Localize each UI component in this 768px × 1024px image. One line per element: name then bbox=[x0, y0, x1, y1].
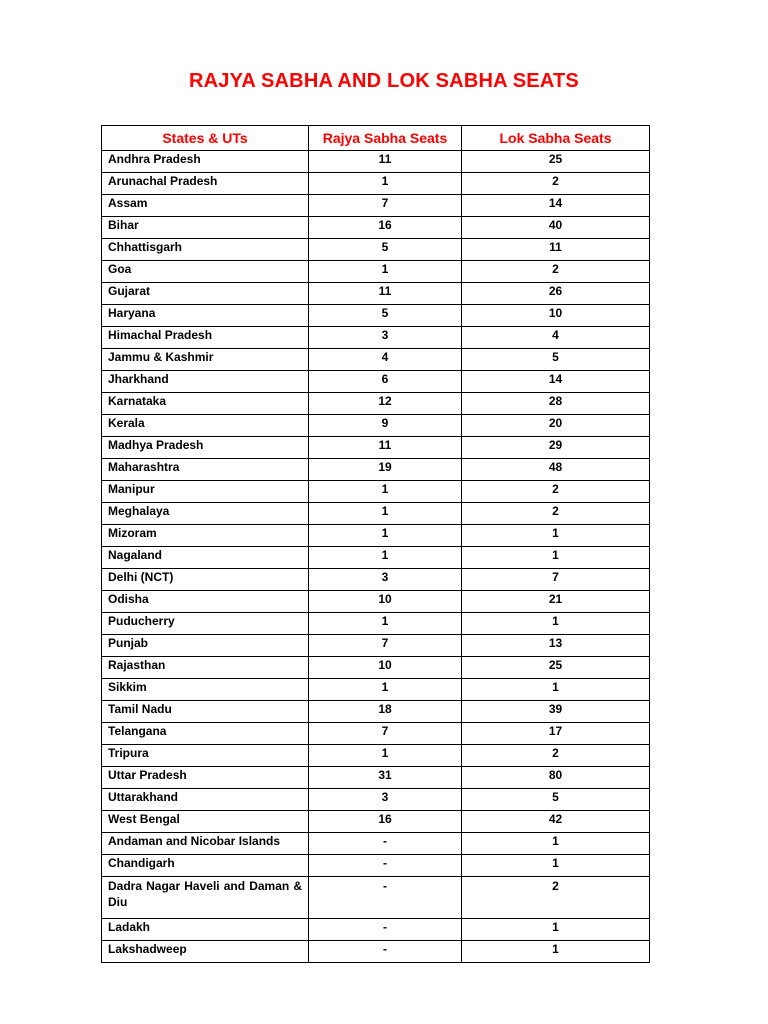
table-row bbox=[102, 371, 650, 393]
rajya-sabha-seats-cell: 31 bbox=[309, 767, 462, 789]
rajya-sabha-seats-cell: - bbox=[309, 919, 462, 941]
state-name-cell: Jharkhand bbox=[102, 371, 309, 393]
state-name-cell: Gujarat bbox=[102, 283, 309, 305]
rajya-sabha-seats-cell: - bbox=[309, 941, 462, 963]
state-name-cell: Bihar bbox=[102, 217, 309, 239]
table-row bbox=[102, 591, 650, 613]
header-states: States & UTs bbox=[102, 126, 309, 151]
table-row bbox=[102, 393, 650, 415]
state-name-cell: Tamil Nadu bbox=[102, 701, 309, 723]
lok-sabha-seats-cell: 1 bbox=[462, 855, 650, 877]
table-row bbox=[102, 349, 650, 371]
table-row bbox=[102, 173, 650, 195]
state-name-cell: Manipur bbox=[102, 481, 309, 503]
rajya-sabha-seats-cell: 7 bbox=[309, 635, 462, 657]
lok-sabha-seats-cell: 4 bbox=[462, 327, 650, 349]
table-row bbox=[102, 261, 650, 283]
state-name-cell: Odisha bbox=[102, 591, 309, 613]
lok-sabha-seats-cell: 14 bbox=[462, 371, 650, 393]
state-name-cell: Nagaland bbox=[102, 547, 309, 569]
lok-sabha-seats-cell: 26 bbox=[462, 283, 650, 305]
lok-sabha-seats-cell: 28 bbox=[462, 393, 650, 415]
lok-sabha-seats-cell: 48 bbox=[462, 459, 650, 481]
header-rajya-sabha-seats: Rajya Sabha Seats bbox=[309, 126, 462, 151]
rajya-sabha-seats-cell: 1 bbox=[309, 173, 462, 195]
table-row bbox=[102, 767, 650, 789]
table-row bbox=[102, 283, 650, 305]
table-row bbox=[102, 195, 650, 217]
rajya-sabha-seats-cell: 3 bbox=[309, 569, 462, 591]
table-row bbox=[102, 239, 650, 261]
rajya-sabha-seats-cell: 7 bbox=[309, 195, 462, 217]
lok-sabha-seats-cell: 2 bbox=[462, 503, 650, 525]
lok-sabha-seats-cell: 5 bbox=[462, 349, 650, 371]
table-row bbox=[102, 151, 650, 173]
state-name-cell: Delhi (NCT) bbox=[102, 569, 309, 591]
lok-sabha-seats-cell: 80 bbox=[462, 767, 650, 789]
table-body bbox=[102, 151, 650, 963]
state-name-cell: Haryana bbox=[102, 305, 309, 327]
table-row bbox=[102, 217, 650, 239]
rajya-sabha-seats-cell: 1 bbox=[309, 679, 462, 701]
table-row bbox=[102, 679, 650, 701]
table-row bbox=[102, 657, 650, 679]
state-name-cell: Kerala bbox=[102, 415, 309, 437]
lok-sabha-seats-cell: 25 bbox=[462, 151, 650, 173]
table-row bbox=[102, 613, 650, 635]
state-name-cell: West Bengal bbox=[102, 811, 309, 833]
state-name-cell: Punjab bbox=[102, 635, 309, 657]
table-row bbox=[102, 305, 650, 327]
lok-sabha-seats-cell: 7 bbox=[462, 569, 650, 591]
rajya-sabha-seats-cell: 1 bbox=[309, 261, 462, 283]
table-row bbox=[102, 701, 650, 723]
table-row bbox=[102, 547, 650, 569]
state-name-cell: Rajasthan bbox=[102, 657, 309, 679]
lok-sabha-seats-cell: 39 bbox=[462, 701, 650, 723]
table-row bbox=[102, 877, 650, 919]
lok-sabha-seats-cell: 1 bbox=[462, 613, 650, 635]
rajya-sabha-seats-cell: 1 bbox=[309, 745, 462, 767]
state-name-cell: Jammu & Kashmir bbox=[102, 349, 309, 371]
state-name-cell: Karnataka bbox=[102, 393, 309, 415]
state-name-cell: Madhya Pradesh bbox=[102, 437, 309, 459]
lok-sabha-seats-cell: 42 bbox=[462, 811, 650, 833]
lok-sabha-seats-cell: 40 bbox=[462, 217, 650, 239]
table-row bbox=[102, 415, 650, 437]
lok-sabha-seats-cell: 5 bbox=[462, 789, 650, 811]
rajya-sabha-seats-cell: 6 bbox=[309, 371, 462, 393]
state-name-cell: Dadra Nagar Haveli and Daman & Diu bbox=[102, 877, 309, 919]
rajya-sabha-seats-cell: 10 bbox=[309, 657, 462, 679]
table-row bbox=[102, 503, 650, 525]
lok-sabha-seats-cell: 1 bbox=[462, 919, 650, 941]
rajya-sabha-seats-cell: - bbox=[309, 833, 462, 855]
state-name-cell: Puducherry bbox=[102, 613, 309, 635]
state-name-cell: Chandigarh bbox=[102, 855, 309, 877]
state-name-cell: Ladakh bbox=[102, 919, 309, 941]
table-row bbox=[102, 723, 650, 745]
lok-sabha-seats-cell: 1 bbox=[462, 679, 650, 701]
table-row bbox=[102, 833, 650, 855]
lok-sabha-seats-cell: 1 bbox=[462, 833, 650, 855]
lok-sabha-seats-cell: 20 bbox=[462, 415, 650, 437]
rajya-sabha-seats-cell: 1 bbox=[309, 503, 462, 525]
rajya-sabha-seats-cell: 9 bbox=[309, 415, 462, 437]
state-name-cell: Chhattisgarh bbox=[102, 239, 309, 261]
rajya-sabha-seats-cell: 3 bbox=[309, 327, 462, 349]
lok-sabha-seats-cell: 10 bbox=[462, 305, 650, 327]
lok-sabha-seats-cell: 13 bbox=[462, 635, 650, 657]
rajya-sabha-seats-cell: - bbox=[309, 877, 462, 919]
state-name-cell: Uttar Pradesh bbox=[102, 767, 309, 789]
rajya-sabha-seats-cell: 18 bbox=[309, 701, 462, 723]
rajya-sabha-seats-cell: 1 bbox=[309, 547, 462, 569]
lok-sabha-seats-cell: 2 bbox=[462, 745, 650, 767]
rajya-sabha-seats-cell: 16 bbox=[309, 217, 462, 239]
lok-sabha-seats-cell: 14 bbox=[462, 195, 650, 217]
lok-sabha-seats-cell: 21 bbox=[462, 591, 650, 613]
state-name-cell: Andaman and Nicobar Islands bbox=[102, 833, 309, 855]
lok-sabha-seats-cell: 2 bbox=[462, 877, 650, 919]
state-name-cell: Telangana bbox=[102, 723, 309, 745]
state-name-cell: Tripura bbox=[102, 745, 309, 767]
rajya-sabha-seats-cell: 16 bbox=[309, 811, 462, 833]
rajya-sabha-seats-cell: 5 bbox=[309, 239, 462, 261]
state-name-cell: Lakshadweep bbox=[102, 941, 309, 963]
table-row bbox=[102, 941, 650, 963]
rajya-sabha-seats-cell: 4 bbox=[309, 349, 462, 371]
rajya-sabha-seats-cell: 11 bbox=[309, 151, 462, 173]
lok-sabha-seats-cell: 1 bbox=[462, 941, 650, 963]
seats-table bbox=[101, 125, 650, 963]
rajya-sabha-seats-cell: 11 bbox=[309, 283, 462, 305]
table-row bbox=[102, 855, 650, 877]
state-name-cell: Assam bbox=[102, 195, 309, 217]
state-name-cell: Himachal Pradesh bbox=[102, 327, 309, 349]
lok-sabha-seats-cell: 11 bbox=[462, 239, 650, 261]
table-row bbox=[102, 811, 650, 833]
state-name-cell: Andhra Pradesh bbox=[102, 151, 309, 173]
rajya-sabha-seats-cell: 1 bbox=[309, 481, 462, 503]
table-header-row bbox=[102, 126, 650, 151]
state-name-cell: Sikkim bbox=[102, 679, 309, 701]
rajya-sabha-seats-cell: 1 bbox=[309, 525, 462, 547]
rajya-sabha-seats-cell: 7 bbox=[309, 723, 462, 745]
rajya-sabha-seats-cell: 3 bbox=[309, 789, 462, 811]
rajya-sabha-seats-cell: 19 bbox=[309, 459, 462, 481]
state-name-cell: Uttarakhand bbox=[102, 789, 309, 811]
rajya-sabha-seats-cell: 1 bbox=[309, 613, 462, 635]
table-row bbox=[102, 437, 650, 459]
lok-sabha-seats-cell: 17 bbox=[462, 723, 650, 745]
lok-sabha-seats-cell: 2 bbox=[462, 261, 650, 283]
lok-sabha-seats-cell: 25 bbox=[462, 657, 650, 679]
table-row bbox=[102, 745, 650, 767]
state-name-cell: Maharashtra bbox=[102, 459, 309, 481]
table-row bbox=[102, 919, 650, 941]
table-row bbox=[102, 481, 650, 503]
header-lok-sabha-seats: Lok Sabha Seats bbox=[462, 126, 650, 151]
lok-sabha-seats-cell: 1 bbox=[462, 525, 650, 547]
table-row bbox=[102, 635, 650, 657]
state-name-cell: Mizoram bbox=[102, 525, 309, 547]
rajya-sabha-seats-cell: - bbox=[309, 855, 462, 877]
rajya-sabha-seats-cell: 10 bbox=[309, 591, 462, 613]
table-row bbox=[102, 459, 650, 481]
lok-sabha-seats-cell: 29 bbox=[462, 437, 650, 459]
state-name-cell: Meghalaya bbox=[102, 503, 309, 525]
state-name-cell: Goa bbox=[102, 261, 309, 283]
table-row bbox=[102, 569, 650, 591]
state-name-cell: Arunachal Pradesh bbox=[102, 173, 309, 195]
lok-sabha-seats-cell: 1 bbox=[462, 547, 650, 569]
table-row bbox=[102, 525, 650, 547]
rajya-sabha-seats-cell: 5 bbox=[309, 305, 462, 327]
lok-sabha-seats-cell: 2 bbox=[462, 481, 650, 503]
rajya-sabha-seats-cell: 11 bbox=[309, 437, 462, 459]
table-row bbox=[102, 327, 650, 349]
page-title: RAJYA SABHA AND LOK SABHA SEATS bbox=[189, 70, 579, 92]
rajya-sabha-seats-cell: 12 bbox=[309, 393, 462, 415]
table-row bbox=[102, 789, 650, 811]
lok-sabha-seats-cell: 2 bbox=[462, 173, 650, 195]
